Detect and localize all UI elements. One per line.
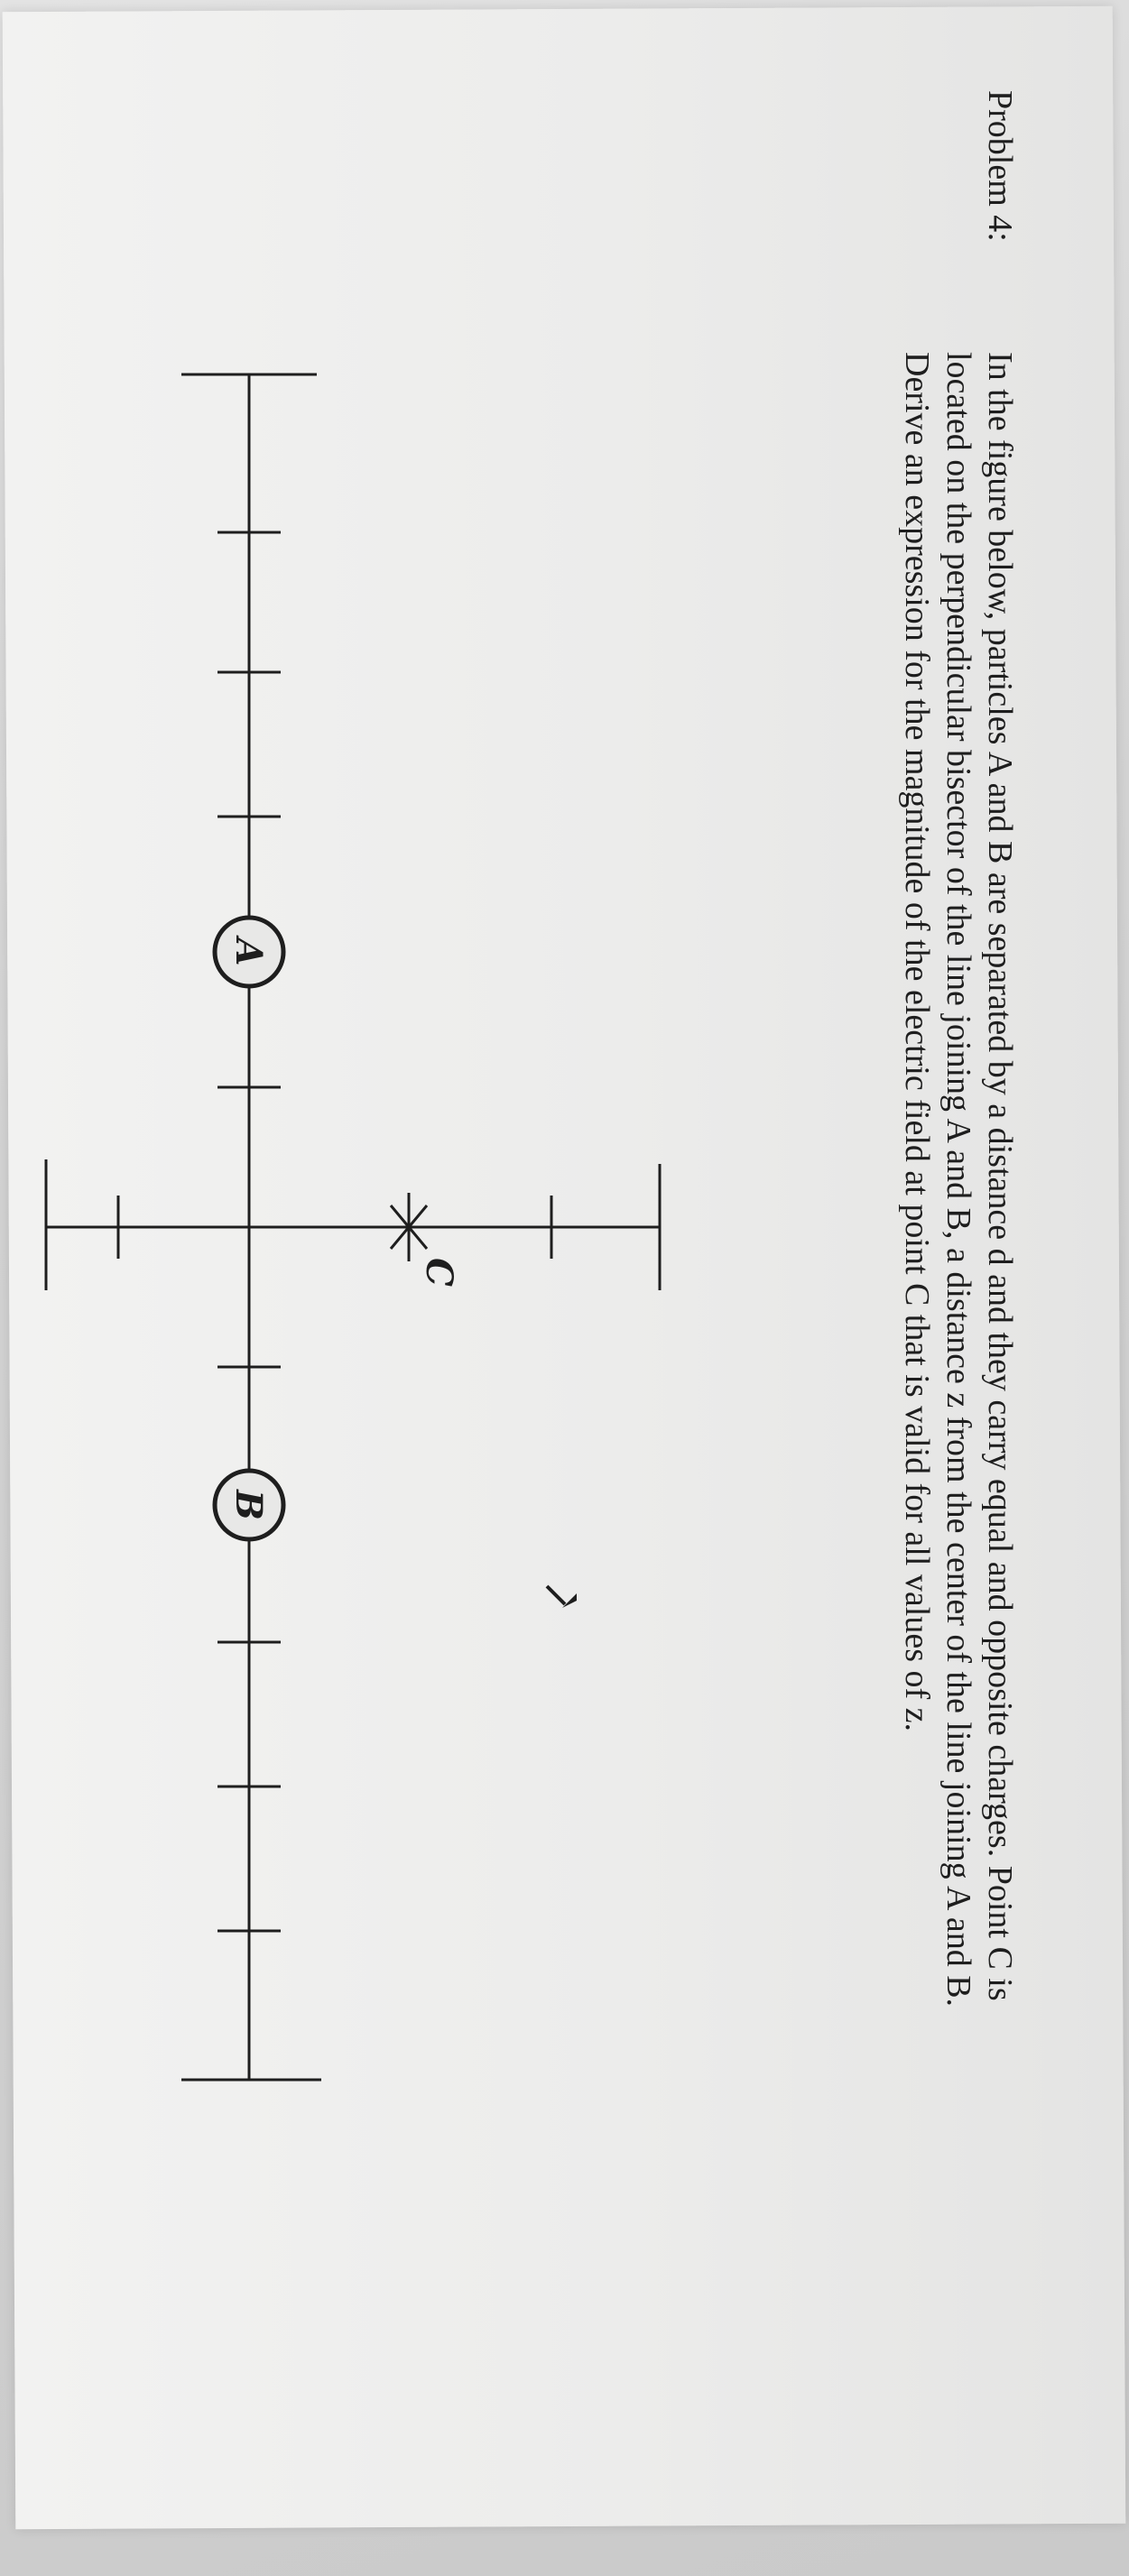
particle-a: [215, 918, 283, 986]
problem-body: In the figure below, particles A and B are separated by a distance d and they carry equal and opposite charges. Point C is located on the perpendicular bisector of the line joining A and B, a distance z from the center of the line joining A and B. Derive an expression for the magnitude of the electric field at point C that is valid for all values of z.: [898, 352, 1019, 2008]
particle-b-label: B: [227, 1490, 270, 1520]
cursor-arrow-icon: [547, 1586, 577, 1608]
particle-a-label: A: [227, 937, 270, 966]
point-c-label: C: [418, 1258, 460, 1287]
particle-b: [215, 1471, 283, 1539]
problem-label: Problem 4:: [981, 90, 1019, 242]
